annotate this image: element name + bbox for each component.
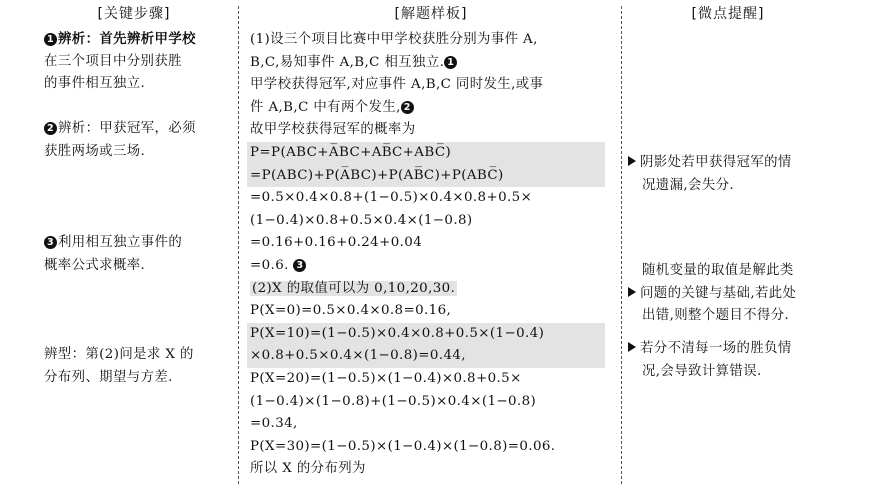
column-divider-left [238, 6, 239, 484]
pointer-arrow-icon [628, 342, 636, 352]
solution-line: 甲学校获得冠军,对应事件 A,B,C 同时发生,或事 [250, 77, 544, 93]
solution-line: (2)X 的取值可以为 0,10,20,30. [252, 280, 456, 296]
solution-line: =0.6. 3 [250, 255, 612, 278]
step-1-note: 1 辨析：首先辨析甲学校 在三个项目中分别获胜 的事件相互独立. [44, 31, 196, 92]
step-2-note: 2 辨析：甲获冠军，必须 获胜两场或三场. [44, 121, 196, 159]
pointer-arrow-icon [628, 287, 636, 297]
step-marker-1: 1 [44, 33, 57, 46]
step-marker-3: 3 [44, 236, 57, 249]
solution-line: P(X=0)=0.5×0.4×0.8=0.16, [250, 303, 452, 319]
tip-1: 阴影处若甲获得冠军的情 况遗漏,会失分. [628, 152, 792, 197]
solution-line: (1−0.4)×0.8+0.5×0.4×(1−0.8) [250, 212, 473, 228]
step-marker-2: 2 [44, 122, 57, 135]
highlighted-formula-line: P(X=10)=(1−0.5)×0.4×0.8+0.5×(1−0.4) [247, 323, 605, 346]
key-steps-header: [关键步骤] [97, 6, 171, 22]
solution-line: P(X=20)=(1−0.5)×(1−0.4)×0.8+0.5× [250, 370, 522, 386]
step-3-note: 3 利用相互独立事件的 概率公式求概率. [44, 235, 183, 273]
column-divider-right [621, 6, 622, 484]
tips-column [628, 0, 828, 489]
tip-2: 随机变量的取值是解此类 问题的关键与基础,若此处 出错,则整个题目不得分. [628, 260, 796, 328]
solution-line: B,C,易知事件 A,B,C 相互独立. 1 [250, 52, 612, 75]
tip-3: 若分不清每一场的胜负情 况,会导致计算错误. [628, 338, 792, 383]
highlighted-formula-line: =P(ABC)+P(A̅BC)+P(AB̅C)+P(ABC̅) [247, 165, 605, 188]
solution-marker-1: 1 [444, 56, 457, 69]
highlighted-formula-line: P=P(ABC+A̅BC+AB̅C+ABC̅) [247, 142, 605, 165]
tips-header: [微点提醒] [691, 6, 765, 22]
solution-line: 件 A,B,C 中有两个发生, 2 [250, 97, 612, 120]
solution-line: (1)设三个项目比赛中甲学校获胜分别为事件 A, [250, 32, 538, 47]
problem-type-note: 辨型：第(2)问是求 X 的 分布列、期望与方差. [44, 347, 194, 385]
key-steps-column [44, 0, 224, 489]
solution-line: =0.5×0.4×0.8+(1−0.5)×0.4×0.8+0.5× [250, 190, 533, 206]
solution-line: =0.16+0.16+0.24+0.04 [250, 235, 423, 251]
solution-line: P(X=30)=(1−0.5)×(1−0.4)×(1−0.8)=0.06. [250, 438, 556, 454]
solution-line: =0.34, [250, 416, 298, 432]
solution-line: (1−0.4)×(1−0.8)+(1−0.5)×0.4×(1−0.8) [250, 393, 537, 409]
solution-line: 故甲学校获得冠军的概率为 [250, 122, 416, 138]
solution-marker-2: 2 [401, 101, 414, 114]
solution-template-column [250, 0, 612, 489]
solution-marker-3: 3 [293, 259, 306, 272]
solution-line: 所以 X 的分布列为 [250, 461, 366, 477]
pointer-arrow-icon [628, 156, 636, 166]
highlighted-formula-line: ×0.8+0.5×0.4×(1−0.8)=0.44, [247, 345, 605, 368]
solution-template-header: [解题样板] [394, 6, 468, 22]
